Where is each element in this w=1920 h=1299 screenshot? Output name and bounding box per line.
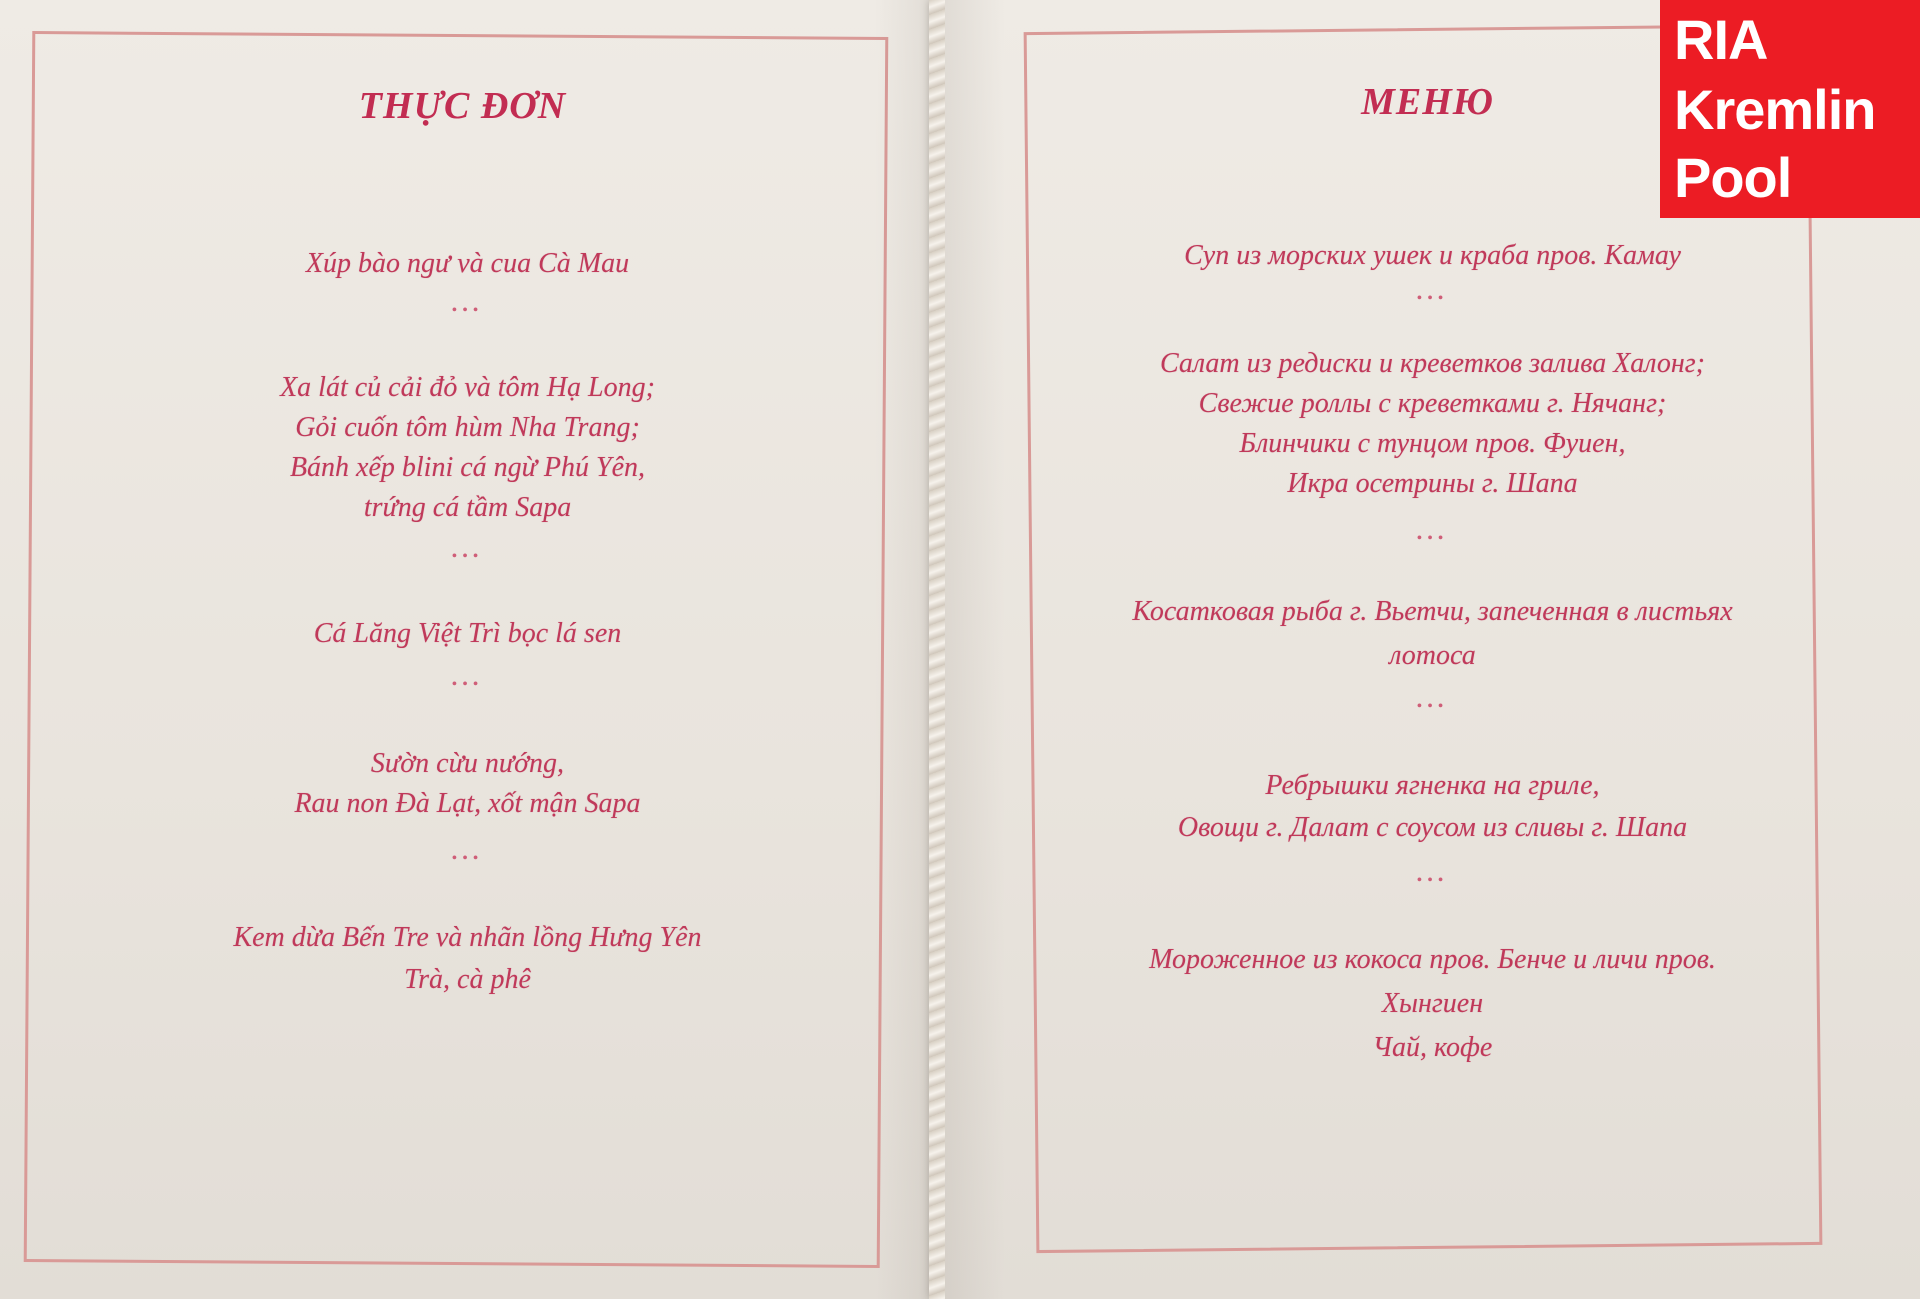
right-separator-1: ••• — [1416, 290, 1449, 307]
left-separator-1: ••• — [451, 302, 484, 319]
right-separator-3: ••• — [1416, 698, 1449, 715]
left-course-4-line-2: Rau non Đà Lạt, xốt mận Sapa — [294, 788, 641, 819]
right-course-4-line-2: Овощи г. Далат с соусом из сливы г. Шапа — [1177, 812, 1688, 843]
ria-kremlin-pool-watermark — [1660, 0, 1920, 218]
left-separator-4: ••• — [451, 850, 484, 867]
left-course-2-line-4: trứng cá tầm Sapa — [363, 492, 572, 523]
watermark-line-2: Kremlin — [1674, 78, 1876, 141]
left-course-2-line-3: Bánh xếp blini cá ngừ Phú Yên, — [289, 452, 646, 483]
right-course-2-line-1: Салат из редиски и креветков залива Халонг; — [1159, 348, 1705, 379]
left-course-1: Xúp bào ngư và cua Cà Mau — [305, 248, 630, 279]
right-page-title: МЕНЮ — [1361, 81, 1494, 123]
right-course-2-line-2: Свежие роллы с креветками г. Нячанг; — [1198, 388, 1667, 419]
left-course-2-line-1: Xa lát củ cải đỏ và tôm Hạ Long; — [280, 372, 655, 403]
right-course-5-line-1: Мороженное из кокоса пров. Бенче и личи пров. — [1149, 944, 1716, 975]
right-course-2-line-4: Икра осетрины г. Шапа — [1287, 468, 1578, 499]
right-separator-4: ••• — [1416, 872, 1449, 889]
right-course-4-line-1: Ребрышки ягненка на гриле, — [1265, 770, 1600, 801]
right-course-3-line-2: лотоса — [1389, 640, 1476, 671]
left-course-5-line-1: Kem dừa Bến Tre và nhãn lồng Hưng Yên — [233, 922, 702, 953]
left-course-3: Cá Lăng Việt Trì bọc lá sen — [313, 618, 622, 649]
watermark-line-1: RIA — [1674, 8, 1768, 71]
left-separator-2: ••• — [451, 548, 484, 565]
right-course-1: Суп из морских ушек и краба пров. Камау — [1184, 240, 1681, 271]
left-course-2-line-2: Gỏi cuốn tôm hùm Nha Trang; — [295, 412, 640, 443]
left-page-title: THỰC ĐƠN — [358, 85, 567, 127]
left-course-4-line-1: Sườn cừu nướng, — [370, 748, 565, 779]
left-menu-page — [0, 0, 935, 1299]
left-course-5-line-2: Trà, cà phê — [404, 964, 531, 995]
right-course-3-line-1: Косатковая рыба г. Вьетчи, запеченная в листьях — [1132, 596, 1733, 627]
right-course-5-line-3: Чай, кофе — [1372, 1032, 1493, 1063]
left-separator-3: ••• — [451, 676, 484, 693]
right-course-5-line-2: Хынгиен — [1381, 988, 1484, 1019]
right-course-2-line-3: Блинчики с тунцом пров. Фуиен, — [1239, 428, 1626, 459]
watermark-line-3: Pool — [1674, 146, 1792, 209]
right-separator-2: ••• — [1416, 530, 1449, 547]
